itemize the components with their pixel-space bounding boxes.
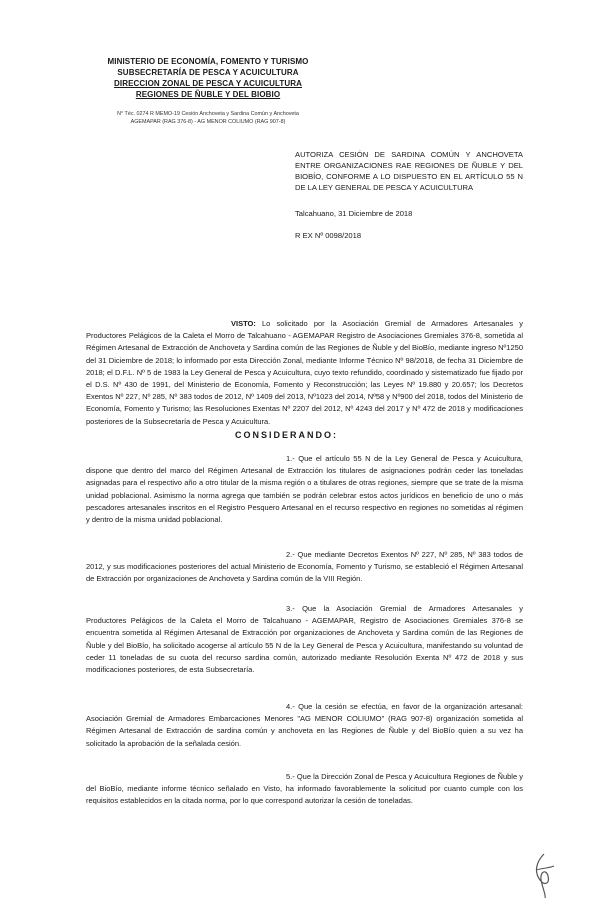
considerando-1: 1.- Que el artículo 55 N de la Ley General de Pesca y Acuicultura, dispone que dentro del marco del Régimen Artesanal de Extracción los titulares de asignaciones podrán ceder las toneladas asignadas para el respectivo año a otro titular de la misma región o a titulares de otras regiones, siempre que se trate de la misma unidad poblacional. Asimismo la norma agrega que también se podrán celebrar estos actos jurídicos en beneficio de uno o más pescadores artesanales inscritos en el Registro Pesquero Artesanal en el recurso respectivo en regiones no sometidas al régimen y dentro de la misma unidad poblacional.: [86, 454, 523, 525]
visto-label: VISTO:: [231, 319, 256, 328]
visto-text: Lo solicitado por la Asociación Gremial de Armadores Artesanales y Productores Pelágicos de la Caleta el Morro de Talcahuano - AGEMAPAR Registro de Asociaciones Gremiales 376-8, sometida al Régimen Artesanal de Extracción de Anchoveta y Sardina común de las Regiones de Ñuble y del BioBío, mediante ingreso Nº1250 del 31 Diciembre de 2018; lo informado por esta Dirección Zonal, mediante Informe Técnico Nº 98/2018, de fecha 31 Diciembre de 2018; el D.F.L. Nº 5 de 1983 la Ley General de Pesca y Acuicultura, cuyo texto refundido, coordinado y sistematizado fue fijado por el D.S. Nº 430 de 1991, del Ministerio de Economía, Fomento y Reconstrucción; las Leyes Nº 19.880 y 20.657; los Decretos Exentos Nº 227, Nº 285, Nº 383 todos de 2012, Nº 1409 del 2013, Nº1023 del 2014, Nº58 y Nº900 del 2018, todos del Ministerio de Economía, Fomento y Turismo; las Resoluciones Exentas Nº 2207 del 2012, Nº 4243 del 2017 y Nº 472 de 2018 y modificaciones posteriores de la Subsecretaría de Pesca y Acuicultura.: [86, 319, 523, 426]
zonal-directorate-name: DIRECCION ZONAL DE PESCA Y ACUICULTURA: [114, 79, 302, 88]
letterhead: [88, 56, 328, 100]
visto-paragraph: [86, 318, 523, 428]
reference-line-2: AGEMAPAR (RAG 376-8) - AG MENOR COLIUMO (RAG 907-8): [130, 119, 286, 125]
considerando-4: 4.- Que la cesión se efectúa, en favor de la organización artesanal: Asociación Gremial de Armadores Embarcaciones Menores "AG MENOR COLIUMO" (RAG 907-8) organización sometida al Régimen Artesanal de Extracción de sardina común y anchoveta en las Regiones de Ñuble y del BioBío quien a su vez ha solicitado la aprobación de la señalada cesión.: [86, 702, 523, 748]
considerando-heading: CONSIDERANDO:: [235, 430, 339, 440]
considerando-5: 5.- Que la Dirección Zonal de Pesca y Acuicultura Regiones de Ñuble y del BioBío, mediante informe técnico señalado en Visto, ha informado favorablemente la solicitud por cuanto cumple con los requisitos establecidos en la citada norma, por lo que correspond autorizar la cesión de toneladas.: [86, 772, 523, 806]
considerando-3: 3.- Que la Asociación Gremial de Armadores Artesanales y Productores Pelágicos de la Caleta el Morro de Talcahuano - AGEMAPAR, Registro de Asociaciones Gremiales 376-8 se encuentra sometida al Régimen Artesanal de Extracción por organizaciones de Anchoveta y Sardina común de las Regiones de Ñuble y del BioBío, ha solicitado acogerse al artículo 55 N de la Ley General de Pesca y Acuicultura, manifestando su voluntad de ceder 11 toneladas de su cuota del recurso sardina común, autorizado mediante Resolución Exenta Nº 472 de 2018 y sus modificaciones posteriores, de esta Subsecretaría.: [86, 604, 523, 675]
resolution-number: R EX Nº 0098/2018: [295, 231, 362, 240]
subsecretariat-name: SUBSECRETARÍA DE PESCA Y ACUICULTURA: [117, 68, 299, 77]
place-and-date: Talcahuano, 31 Diciembre de 2018: [295, 209, 413, 218]
reference-lines: [88, 110, 328, 126]
handwritten-signature: [530, 850, 558, 900]
resolution-subject: AUTORIZA CESIÓN DE SARDINA COMÚN Y ANCHOVETA ENTRE ORGANIZACIONES RAE REGIONES DE ÑUBLE Y DEL BIOBÍO, CONFORME A LO DISPUESTO EN EL ARTÍCULO 55 N DE LA LEY GENERAL DE PESCA Y ACUICULTURA: [295, 150, 523, 192]
ministry-name: MINISTERIO DE ECONOMÍA, FOMENTO Y TURISMO: [107, 57, 309, 66]
considerando-2: 2.- Que mediante Decretos Exentos Nº 227, Nº 285, Nº 383 todos de 2012, y sus modificaciones posteriores del actual Ministerio de Economía, Fomento y Turismo, se estableció el Régimen Artesanal de Extracción por organizaciones de Anchoveta y Sardina común de la VIII Región.: [86, 550, 523, 584]
regions-name: REGIONES DE ÑUBLE Y DEL BIOBIO: [135, 90, 281, 99]
reference-line-1: N° Téc. 0274 R MEMO-19 Cesión Anchoveta y Sardina Común y Anchoveta: [117, 111, 299, 117]
